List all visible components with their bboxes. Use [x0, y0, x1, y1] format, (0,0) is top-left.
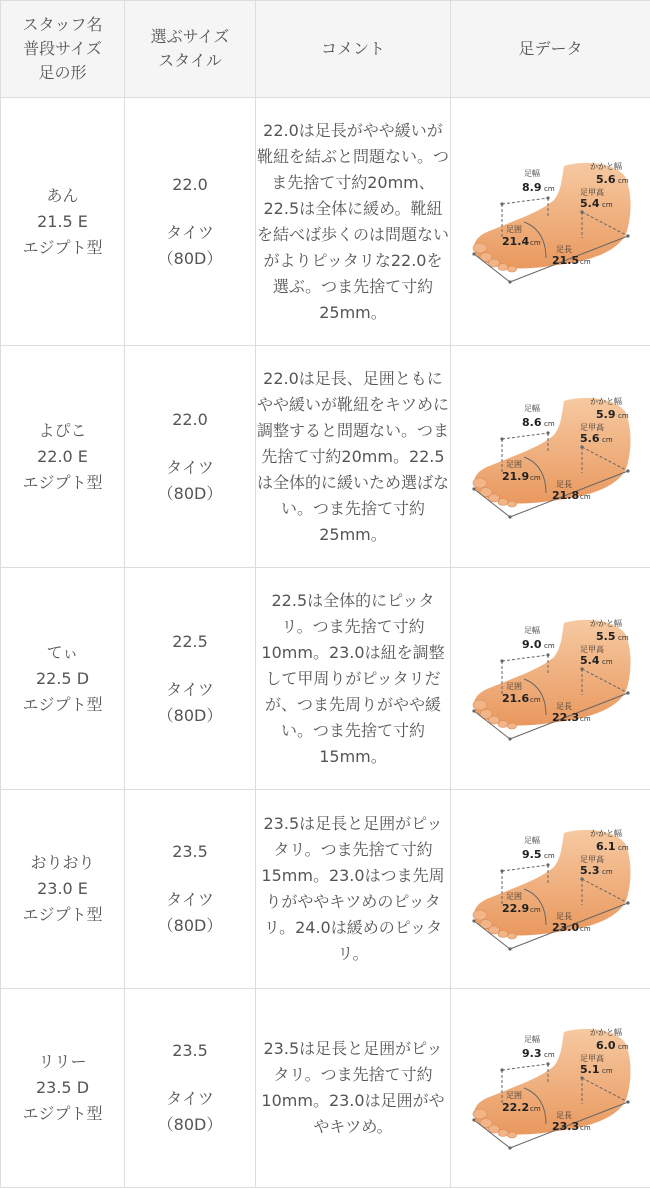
usual-size: 22.5 D: [35, 668, 90, 688]
chosen-size: 23.5: [172, 842, 208, 861]
width-label: 足幅: [523, 168, 540, 178]
svg-text:cm: cm: [579, 714, 591, 723]
header-row: [1, 1, 650, 98]
heel-value: 5.6: [595, 172, 615, 186]
heel-label: かかと幅: [589, 618, 622, 628]
heel-label: かかと幅: [589, 1028, 622, 1037]
svg-text:cm: cm: [579, 492, 591, 501]
length-value: 23.3: [551, 1120, 579, 1133]
width-value: 8.6: [521, 415, 541, 429]
staff-cell: [1, 568, 125, 790]
length-value: 22.3: [551, 710, 579, 724]
instep-value: 5.6: [579, 431, 599, 445]
table-row: [1, 989, 650, 1188]
girth-label: 足囲: [505, 224, 522, 234]
svg-text:cm: cm: [601, 200, 613, 209]
size-cell: [125, 98, 256, 346]
length-label: 足長: [555, 479, 572, 489]
instep-value: 5.3: [579, 864, 599, 877]
denier: （80D）: [157, 705, 223, 725]
instep-value: 5.1: [579, 1063, 599, 1076]
staff-cell: [1, 989, 125, 1188]
staff-name: あん: [46, 185, 79, 205]
width-value: 9.5: [521, 848, 541, 861]
svg-text:cm: cm: [543, 1051, 555, 1059]
svg-text:cm: cm: [579, 1124, 591, 1132]
denier: （80D）: [157, 483, 223, 503]
svg-text:cm: cm: [529, 1105, 541, 1113]
foot-shape: エジプト型: [22, 472, 103, 492]
comment-cell: 22.0は足長がやや緩いが靴紐を結ぶと問題ない。つま先捨て寸約20mm、22.5は全体に緩め。靴紐を結べば歩くのは問題ないがよりピッタリな22.0を選ぶ。つま先捨て寸約25mm。: [256, 98, 451, 346]
instep-label: 足甲高: [579, 422, 604, 432]
svg-text:cm: cm: [617, 844, 629, 852]
size-cell: [125, 346, 256, 568]
foot-shape: エジプト型: [22, 905, 103, 924]
size-cell: [125, 790, 256, 989]
svg-text:cm: cm: [617, 176, 629, 185]
heel-label: かかと幅: [589, 161, 622, 171]
girth-label: 足囲: [505, 681, 522, 691]
table-row: [1, 346, 650, 568]
svg-text:cm: cm: [601, 868, 613, 876]
width-label: 足幅: [523, 1035, 540, 1044]
style: タイツ: [166, 890, 214, 909]
staff-cell: [1, 346, 125, 568]
svg-text:cm: cm: [543, 641, 555, 650]
svg-text:cm: cm: [529, 238, 541, 247]
length-value: 21.8: [551, 488, 579, 502]
svg-text:cm: cm: [601, 1067, 613, 1075]
comment-cell: 23.5は足長と足囲がピッタリ。つま先捨て寸約15mm。23.0はつま先周りがややキツめのピッタリ。24.0は緩めのピッタリ。: [256, 790, 451, 989]
svg-text:cm: cm: [543, 419, 555, 428]
instep-label: 足甲高: [579, 855, 604, 864]
staff-cell: [1, 98, 125, 346]
chosen-size: 22.0: [172, 174, 208, 194]
length-label: 足長: [555, 912, 572, 921]
width-label: 足幅: [523, 403, 540, 413]
girth-value: 21.6: [501, 691, 529, 705]
heel-label: かかと幅: [589, 396, 622, 406]
svg-text:cm: cm: [529, 695, 541, 704]
table-row: [1, 790, 650, 989]
style: タイツ: [166, 1089, 214, 1108]
girth-label: 足囲: [505, 1091, 522, 1100]
table-row: [1, 98, 650, 346]
svg-text:cm: cm: [617, 1043, 629, 1051]
table-row: [1, 568, 650, 790]
foot-measurement-diagram: [466, 1020, 636, 1156]
instep-value: 5.4: [579, 653, 599, 667]
staff-name: よぴこ: [38, 420, 87, 440]
header-foot-data: 足データ: [451, 1, 650, 98]
foot-measurement-diagram: [466, 611, 636, 747]
usual-size: 22.0 E: [37, 446, 88, 466]
width-value: 8.9: [521, 180, 541, 194]
svg-text:cm: cm: [543, 184, 555, 193]
heel-value: 6.1: [595, 840, 615, 853]
foot-data-cell: [451, 568, 650, 790]
denier: （80D）: [157, 248, 223, 268]
svg-text:cm: cm: [617, 411, 629, 420]
header-comment: コメント: [256, 1, 451, 98]
foot-data-cell: [451, 790, 650, 989]
heel-value: 5.5: [595, 629, 615, 643]
length-label: 足長: [555, 244, 572, 254]
svg-text:cm: cm: [601, 435, 613, 444]
foot-shape: エジプト型: [22, 694, 103, 714]
svg-text:cm: cm: [529, 473, 541, 482]
length-label: 足長: [555, 701, 572, 711]
chosen-size: 23.5: [172, 1041, 208, 1060]
width-value: 9.0: [521, 637, 541, 651]
style: タイツ: [166, 679, 214, 699]
staff-name: てぃ: [46, 642, 79, 662]
foot-measurement-diagram: [466, 389, 636, 525]
usual-size: 21.5 E: [37, 211, 88, 231]
comment-cell: 22.0は足長、足囲ともにやや緩いが靴紐をキツめに調整すると問題ない。つま先捨て寸約20mm。22.5は全体的に緩いため選ばない。つま先捨て寸約25mm。: [256, 346, 451, 568]
header-size: 選ぶサイズ スタイル: [125, 1, 256, 98]
staff-name: リリー: [38, 1052, 87, 1071]
svg-text:cm: cm: [601, 657, 613, 666]
header-staff: スタッフ名 普段サイズ 足の形: [1, 1, 125, 98]
style: タイツ: [166, 457, 214, 477]
instep-label: 足甲高: [579, 644, 604, 654]
foot-data-cell: [451, 989, 650, 1188]
comment-cell: 23.5は足長と足囲がピッタリ。つま先捨て寸約10mm。23.0は足囲がややキツめ。: [256, 989, 451, 1188]
width-label: 足幅: [523, 625, 540, 635]
svg-text:cm: cm: [617, 633, 629, 642]
length-value: 21.5: [551, 253, 579, 267]
girth-value: 21.4: [501, 234, 529, 248]
comment-cell: 22.5は全体的にピッタリ。つま先捨て寸約10mm。23.0は紐を調整して甲周りがピッタリだが、つま先周りがやや緩い。つま先捨て寸約15mm。: [256, 568, 451, 790]
staff-cell: [1, 790, 125, 989]
chosen-size: 22.0: [172, 409, 208, 429]
denier: （80D）: [157, 916, 223, 935]
svg-text:cm: cm: [529, 906, 541, 914]
foot-data-cell: [451, 98, 650, 346]
foot-measurement-diagram: [466, 154, 636, 290]
foot-shape: エジプト型: [22, 237, 103, 257]
svg-text:cm: cm: [579, 257, 591, 266]
heel-value: 6.0: [595, 1039, 615, 1052]
foot-shape: エジプト型: [22, 1104, 103, 1123]
width-label: 足幅: [523, 836, 540, 845]
size-cell: [125, 989, 256, 1188]
instep-label: 足甲高: [579, 1054, 604, 1063]
heel-label: かかと幅: [589, 829, 622, 838]
svg-text:cm: cm: [579, 925, 591, 933]
instep-value: 5.4: [579, 196, 599, 210]
usual-size: 23.0 E: [37, 879, 88, 898]
girth-value: 22.2: [501, 1101, 529, 1114]
heel-value: 5.9: [595, 407, 615, 421]
girth-label: 足囲: [505, 459, 522, 469]
usual-size: 23.5 D: [35, 1078, 90, 1097]
style: タイツ: [166, 222, 214, 242]
instep-label: 足甲高: [579, 187, 604, 197]
chosen-size: 22.5: [172, 631, 208, 651]
girth-value: 21.9: [501, 469, 529, 483]
foot-data-cell: [451, 346, 650, 568]
length-label: 足長: [555, 1111, 572, 1120]
denier: （80D）: [157, 1115, 223, 1134]
width-value: 9.3: [521, 1047, 541, 1060]
length-value: 23.0: [551, 921, 579, 934]
girth-label: 足囲: [505, 892, 522, 901]
foot-measurement-diagram: [466, 821, 636, 957]
svg-text:cm: cm: [543, 852, 555, 860]
size-cell: [125, 568, 256, 790]
staff-name: おりおり: [30, 853, 95, 872]
girth-value: 22.9: [501, 902, 529, 915]
